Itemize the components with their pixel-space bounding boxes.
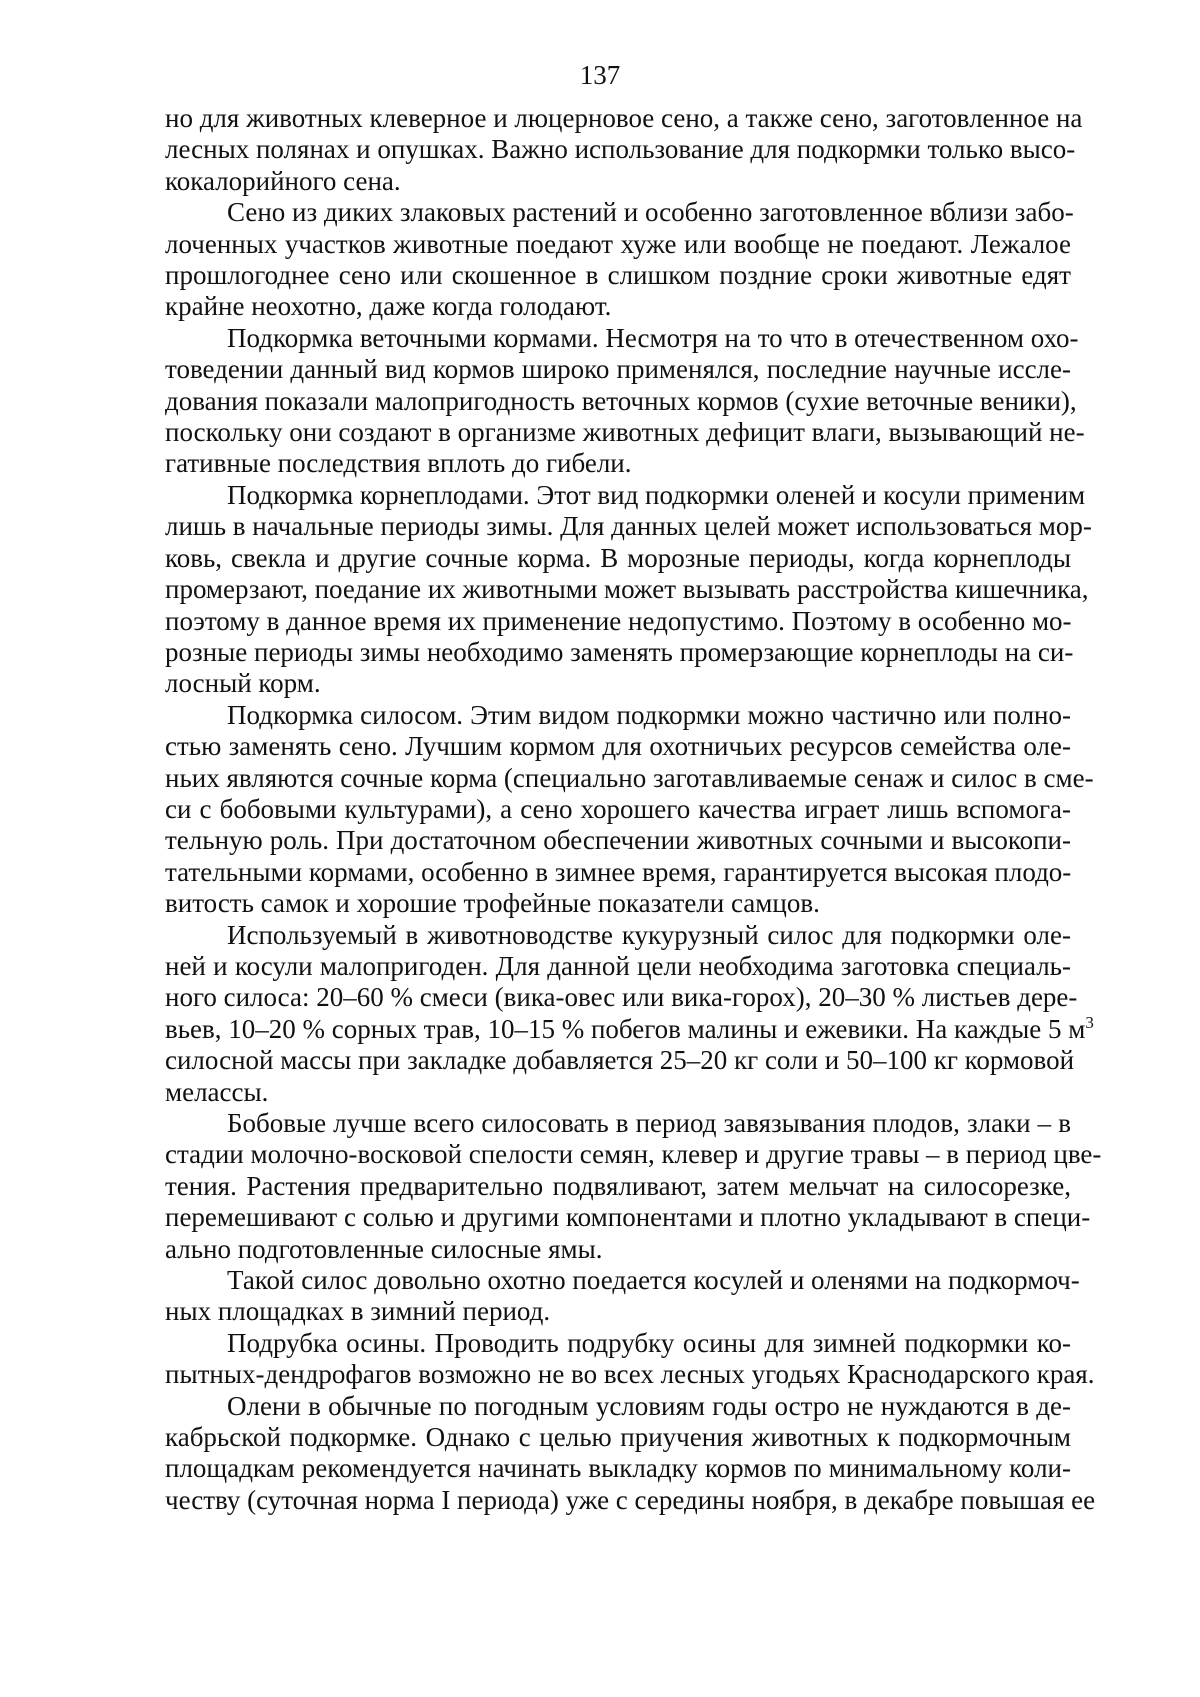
paragraph bbox=[165, 1265, 1080, 1328]
paragraph bbox=[165, 699, 1094, 920]
text-line: ней и косули малопригоден. Для данной цели необходима заготовка специаль- bbox=[165, 950, 1071, 981]
text-line: Бобовые лучше всего силосовать в период завязывания плодов, злаки – в bbox=[227, 1108, 1071, 1138]
text-line: силосной массы при закладке добавляется 25–20 кг соли и 50–100 кг кормовой bbox=[165, 1045, 1075, 1076]
text-line: лишь в начальные периоды зимы. Для данных целей может использоваться мор- bbox=[165, 511, 1092, 542]
paragraph bbox=[165, 103, 1083, 197]
text-line: вьев, 10–20 % сорных трав, 10–15 % побегов малины и ежевики. На каждые 5 $м^3$ bbox=[165, 1012, 1094, 1044]
text-line: лосный корм. bbox=[165, 668, 321, 699]
text-line: витость самок и хорошие трофейные показатели самцов. bbox=[165, 888, 820, 919]
text-line: ных площадках в зимний период. bbox=[165, 1296, 551, 1327]
text-line: ньих являются сочные корма (специально заготавливаемые сенаж и силос в сме- bbox=[165, 762, 1094, 793]
text-line: лоченных участков животные поедают хуже или вообще не поедают. Лежалое bbox=[165, 228, 1071, 259]
text-line: кабрьской подкормке. Однако с целью приучения животных к подкормочным bbox=[165, 1422, 1071, 1453]
body-text bbox=[165, 103, 1102, 1516]
paragraph bbox=[165, 197, 1074, 323]
text-line: ально подготовленные силосные ямы. bbox=[165, 1233, 603, 1264]
paragraph bbox=[165, 1108, 1102, 1265]
text-line: Олени в обычные по погодным условиям годы остро не нуждаются в де- bbox=[227, 1390, 1071, 1421]
text-line: Сено из диких злаковых растений и особенно заготовленное вблизи забо- bbox=[227, 197, 1074, 228]
text-line: Такой силос довольно охотно поедается косулей и оленями на подкормоч- bbox=[227, 1265, 1080, 1296]
text-line: си с бобовыми культурами), а сено хорошего качества играет лишь вспомога- bbox=[165, 793, 1071, 824]
text-line: лесных полянах и опушках. Важно использование для подкормки только высо- bbox=[165, 134, 1076, 165]
text-line: площадкам рекомендуется начинать выкладку кормов по минимальному коли- bbox=[165, 1453, 1071, 1484]
text-line: Подкормка корнеплодами. Этот вид подкормки оленей и косули применим bbox=[227, 479, 1086, 510]
text-line: крайне неохотно, даже когда голодают. bbox=[165, 291, 612, 322]
text-line: ного силоса: 20–60 % смеси (вика-овес или вика-горох), 20–30 % листьев дере- bbox=[165, 982, 1078, 1013]
text-line: кокалорийного сена. bbox=[165, 165, 401, 196]
paragraph bbox=[165, 479, 1092, 700]
text-line: розные периоды зимы необходимо заменять промерзающие корнеплоды на си- bbox=[165, 636, 1074, 667]
text-line: честву (суточная норма I периода) уже с середины ноября, в декабре повышая ее bbox=[165, 1484, 1096, 1515]
text-line: поэтому в данное время их применение недопустимо. Поэтому в особенно мо- bbox=[165, 605, 1072, 636]
text-line: промерзают, поедание их животными может вызывать расстройства кишечника, bbox=[165, 574, 1089, 605]
text-line: пытных-дендрофагов возможно не во всех лесных угодьях Краснодарского края. bbox=[165, 1359, 1095, 1390]
text-line: Подрубка осины. Проводить подрубку осины для зимней подкормки ко- bbox=[227, 1327, 1071, 1358]
text-line: мелассы. bbox=[165, 1076, 269, 1107]
paragraph bbox=[165, 919, 1094, 1108]
text-line: поскольку они создают в организме животных дефицит влаги, вызывающий не- bbox=[165, 417, 1085, 448]
text-line: Подкормка веточными кормами. Несмотря на то что в отечественном охо- bbox=[227, 322, 1079, 353]
text-line: стадии молочно-восковой спелости семян, клевер и другие травы – в период цве- bbox=[165, 1139, 1102, 1170]
text-line: товедении данный вид кормов широко применялся, последние научные иссле- bbox=[165, 354, 1071, 385]
text-line: тательными кормами, особенно в зимнее время, гарантируется высокая плодо- bbox=[165, 856, 1072, 887]
text-line: стью заменять сено. Лучшим кормом для охотничьих ресурсов семейства оле- bbox=[165, 731, 1071, 762]
superscript: 3 bbox=[1085, 1012, 1094, 1032]
text-line: но для животных клеверное и люцерновое сено, а также сено, заготовленное на bbox=[165, 103, 1083, 133]
text-line: Подкормка силосом. Этим видом подкормки можно частично или полно- bbox=[227, 699, 1071, 730]
paragraph bbox=[165, 1327, 1095, 1391]
text-line: дования показали малопригодность веточных кормов (сухие веточные веники), bbox=[165, 385, 1077, 416]
text-line: тельную роль. При достаточном обеспечении животных сочными и высокопи- bbox=[165, 825, 1071, 856]
page-number: 137 bbox=[579, 60, 621, 90]
text-line: тения. Растения предварительно подвяливают, затем мельчат на силосорезке, bbox=[165, 1170, 1071, 1201]
text-line: гативные последствия вплоть до гибели. bbox=[165, 448, 632, 479]
text-line: Используемый в животноводстве кукурузный силос для подкормки оле- bbox=[227, 919, 1071, 950]
paragraph bbox=[165, 322, 1085, 480]
text-line: прошлогоднее сено или скошенное в слишком поздние сроки животные едят bbox=[165, 260, 1071, 291]
text-line: перемешивают с солью и другими компонентами и плотно укладывают в специ- bbox=[165, 1202, 1091, 1233]
text-line: ковь, свекла и другие сочные корма. В морозные периоды, когда корнеплоды bbox=[165, 542, 1071, 573]
paragraph bbox=[165, 1390, 1096, 1517]
